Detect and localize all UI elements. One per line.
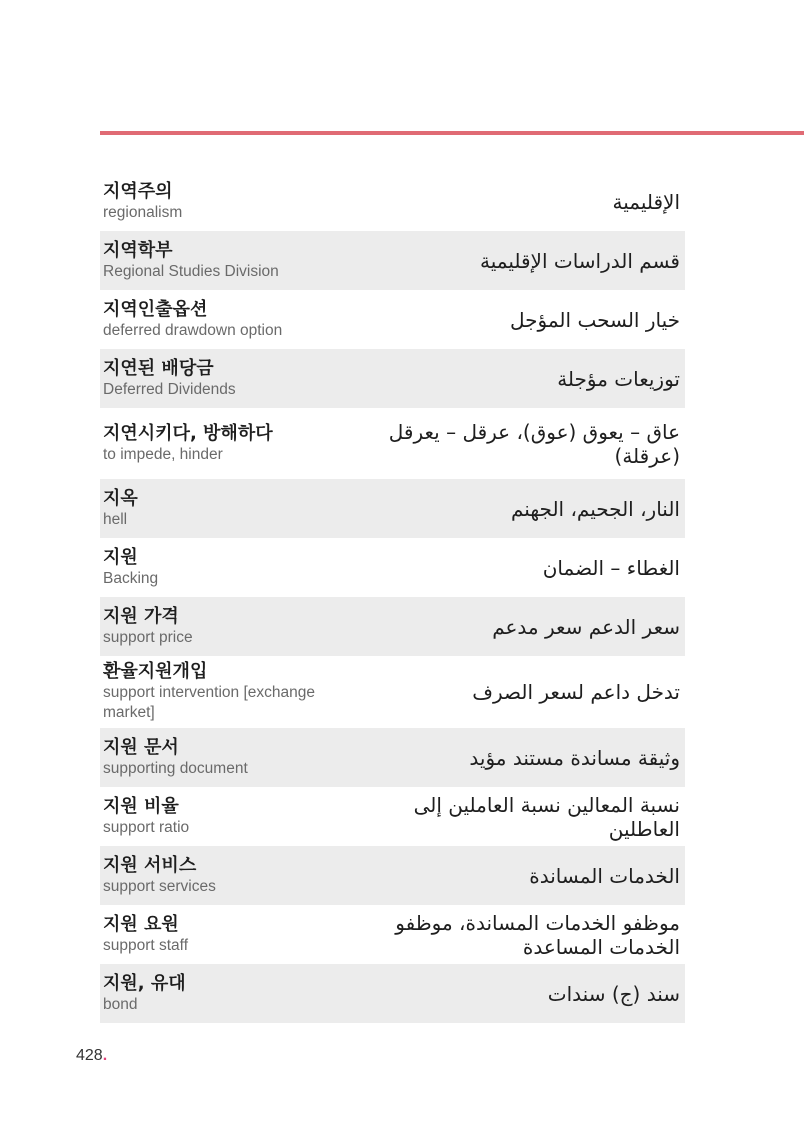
korean-term: 지원 문서 bbox=[103, 736, 179, 758]
glossary-entry bbox=[100, 349, 685, 408]
arabic-term: النار، الجحيم، الجهنم bbox=[510, 496, 680, 521]
top-accent-rule bbox=[100, 131, 804, 135]
arabic-term: خيار السحب المؤجل bbox=[510, 307, 680, 332]
glossary-entry bbox=[100, 538, 685, 597]
english-term: support staff bbox=[103, 936, 189, 954]
page-number-dot: . bbox=[102, 1047, 108, 1064]
arabic-term: تدخل داعم لسعر الصرف bbox=[472, 680, 680, 704]
arabic-term: سند (ج) سندات bbox=[547, 981, 680, 1006]
glossary-entry bbox=[100, 905, 685, 964]
korean-term: 지역학부 bbox=[103, 239, 173, 261]
english-term: Regional Studies Division bbox=[103, 262, 279, 280]
korean-term: 지역인출옵션 bbox=[103, 298, 208, 320]
korean-term: 지원 bbox=[103, 546, 138, 568]
page-number bbox=[76, 1047, 107, 1065]
glossary-entry bbox=[100, 656, 685, 728]
glossary-entry bbox=[100, 408, 685, 479]
glossary-entry bbox=[100, 290, 685, 349]
korean-term: 지옥 bbox=[103, 487, 138, 509]
korean-term: 지원 가격 bbox=[103, 605, 179, 627]
korean-term: 환율지원개입 bbox=[103, 661, 208, 682]
glossary-table bbox=[100, 172, 685, 1023]
english-term: Backing bbox=[103, 569, 159, 587]
korean-term: 지원, 유대 bbox=[103, 972, 186, 994]
glossary-entry bbox=[100, 964, 685, 1023]
english-term: regionalism bbox=[103, 203, 183, 221]
korean-term: 지연된 배당금 bbox=[103, 357, 214, 379]
korean-term: 지연시키다, 방해하다 bbox=[103, 422, 273, 444]
english-term: support ratio bbox=[103, 818, 190, 836]
english-term: bond bbox=[103, 995, 138, 1013]
glossary-entry bbox=[100, 787, 685, 846]
arabic-term: توزيعات مؤجلة bbox=[557, 366, 680, 391]
english-term: support services bbox=[103, 877, 216, 895]
arabic-term: موظفو الخدمات المساندة، موظفو الخدمات المساعدة bbox=[395, 910, 680, 959]
english-term: support price bbox=[103, 628, 193, 646]
arabic-term: قسم الدراسات الإقليمية bbox=[480, 248, 680, 273]
english-term: supporting document bbox=[103, 759, 248, 777]
glossary-entry bbox=[100, 172, 685, 231]
glossary-entry bbox=[100, 231, 685, 290]
arabic-term: نسبة المعالين نسبة العاملين إلى العاطلين bbox=[413, 792, 680, 841]
korean-term: 지원 요원 bbox=[103, 913, 179, 935]
korean-term: 지원 서비스 bbox=[103, 854, 197, 876]
arabic-term: عاق – يعوق (عوق)، عرقل – يعرقل (عرقلة) bbox=[388, 419, 680, 468]
arabic-term: الخدمات المساندة bbox=[529, 863, 680, 888]
arabic-term: الغطاء – الضمان bbox=[542, 555, 680, 580]
page-number-value: 428 bbox=[76, 1047, 103, 1064]
korean-term: 지역주의 bbox=[103, 180, 173, 202]
english-term: Deferred Dividends bbox=[103, 380, 236, 398]
arabic-term: وثيقة مساندة مستند مؤيد bbox=[469, 745, 680, 770]
korean-term: 지원 비율 bbox=[103, 795, 179, 817]
glossary-entry bbox=[100, 846, 685, 905]
english-term: hell bbox=[103, 510, 128, 528]
english-term: to impede, hinder bbox=[103, 445, 223, 463]
english-term: support intervention [exchange market] bbox=[103, 684, 315, 721]
english-term: deferred drawdown option bbox=[103, 321, 283, 339]
arabic-term: الإقليمية bbox=[612, 189, 680, 214]
glossary-entry bbox=[100, 479, 685, 538]
arabic-term: سعر الدعم سعر مدعم bbox=[492, 614, 680, 639]
glossary-entry bbox=[100, 728, 685, 787]
glossary-entry bbox=[100, 597, 685, 656]
